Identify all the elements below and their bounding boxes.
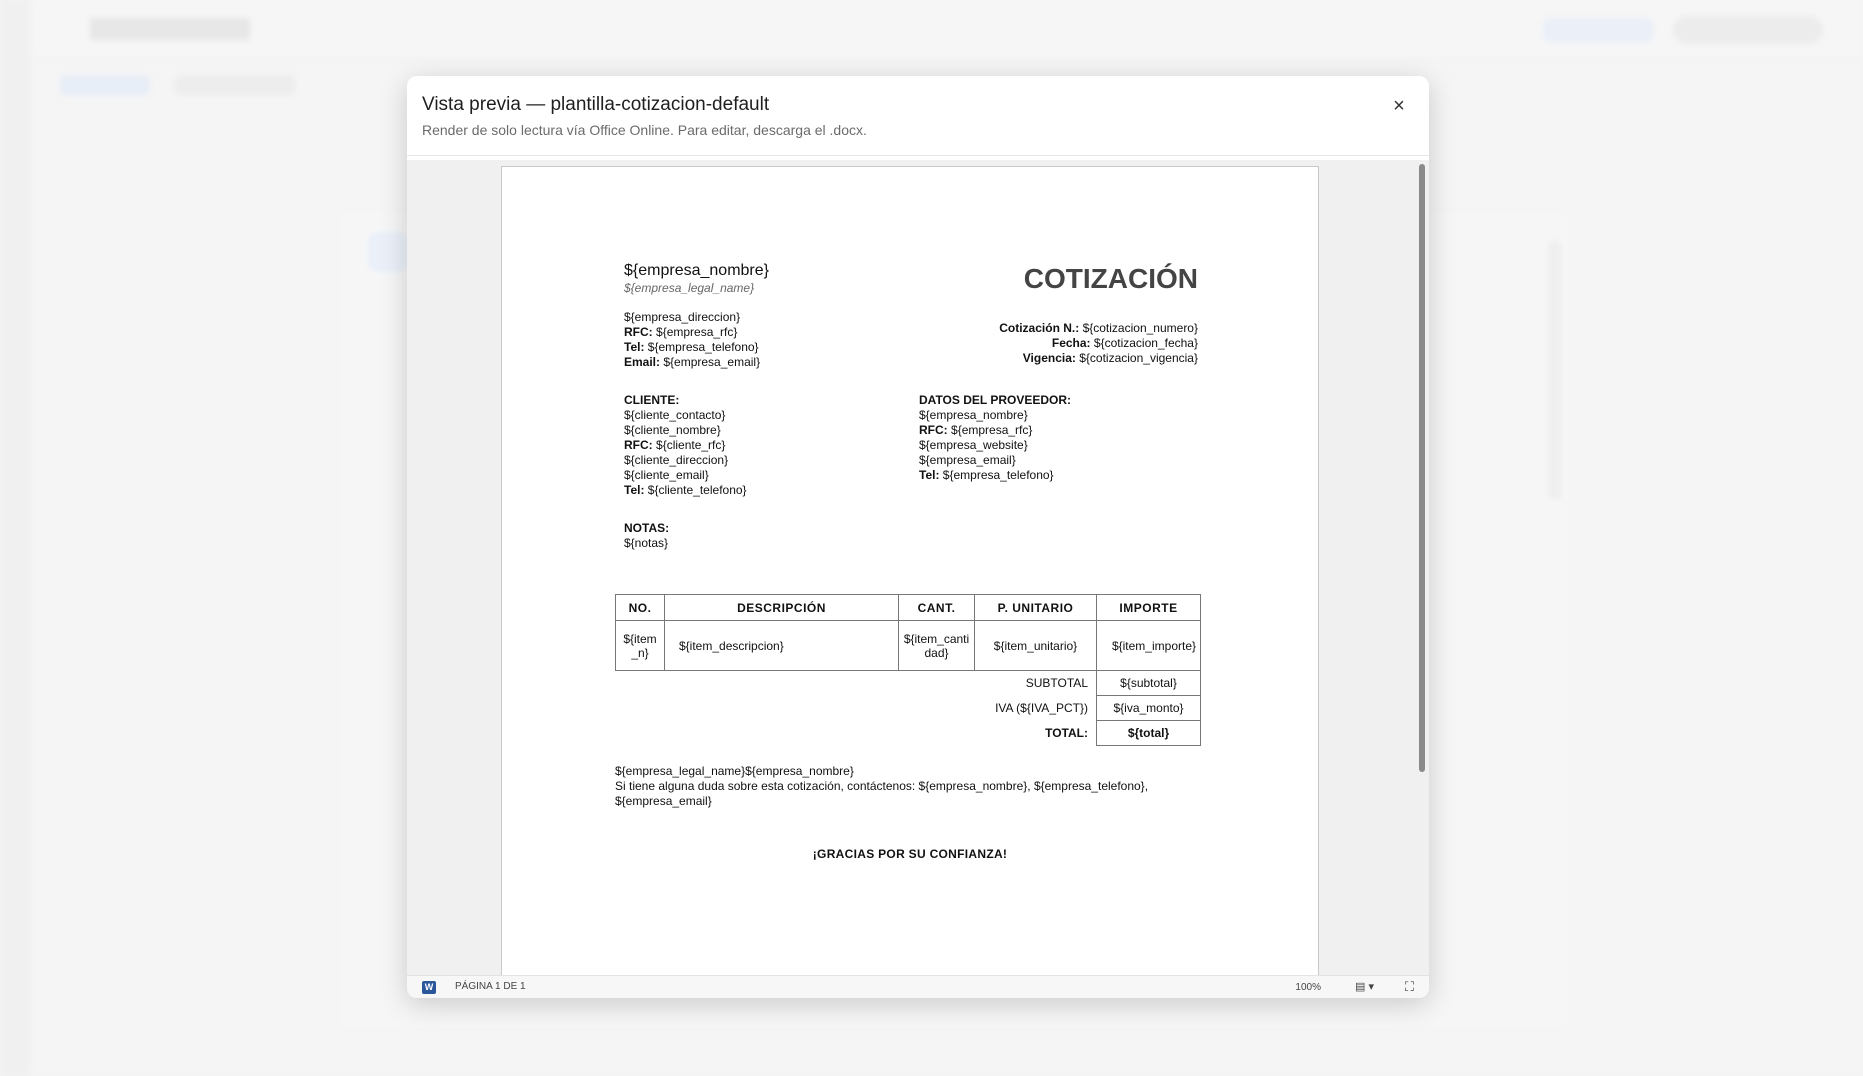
client-rfc-line	[624, 438, 904, 453]
provider-website: ${empresa_website}	[919, 438, 1028, 452]
cell-amount: ${item_importe}	[1097, 621, 1201, 671]
quote-validity-line	[999, 351, 1198, 366]
tel-label: Tel:	[624, 340, 645, 354]
document-footer	[615, 764, 1205, 809]
cell-description: ${item_descripcion}	[665, 621, 899, 671]
quote-number-label: Cotización N.:	[999, 321, 1080, 335]
provider-phone: ${empresa_telefono}	[942, 468, 1054, 482]
company-email: ${empresa_email}	[663, 355, 761, 369]
provider-block	[919, 393, 1199, 483]
table-header-row	[616, 595, 1201, 621]
col-header-amount: IMPORTE	[1097, 595, 1201, 621]
rfc-label: RFC:	[919, 423, 948, 437]
thank-you-message: ¡GRACIAS POR SU CONFIANZA!	[812, 847, 1008, 861]
quote-date: ${cotizacion_fecha}	[1093, 336, 1198, 350]
footer-line-contact: Si tiene alguna duda sobre esta cotización, contáctenos: ${empresa_nombre}, ${empresa_telefono}, ${empresa_email}	[615, 779, 1149, 808]
col-header-unit-price: P. UNITARIO	[975, 595, 1097, 621]
provider-tel-line	[919, 468, 1199, 483]
total-row	[616, 721, 1201, 746]
quote-date-label: Fecha:	[1051, 336, 1091, 350]
rfc-label: RFC:	[624, 438, 653, 452]
tax-label: IVA (${IVA_PCT})	[995, 701, 1088, 715]
client-contact: ${cliente_contacto}	[624, 408, 726, 422]
company-tel-line	[624, 340, 924, 355]
company-phone: ${empresa_telefono}	[647, 340, 759, 354]
company-email-line	[624, 355, 924, 370]
company-address: ${empresa_direccion}	[624, 310, 741, 324]
page-indicator: PÁGINA 1 DE 1	[455, 981, 526, 992]
provider-email: ${empresa_email}	[919, 453, 1016, 467]
client-name: ${cliente_nombre}	[624, 423, 721, 437]
modal-header	[407, 76, 1429, 156]
provider-rfc-line	[919, 423, 1199, 438]
tel-label: Tel:	[624, 483, 645, 497]
client-rfc: ${cliente_rfc}	[656, 438, 726, 452]
modal-title: Vista previa — plantilla-cotizacion-default	[422, 94, 770, 115]
client-email: ${cliente_email}	[624, 468, 709, 482]
quote-validity-label: Vigencia:	[1022, 351, 1076, 365]
notes-heading: NOTAS:	[624, 521, 670, 535]
tax-row	[616, 696, 1201, 721]
subtotal-label: SUBTOTAL	[1025, 676, 1088, 691]
provider-name: ${empresa_nombre}	[919, 408, 1028, 422]
quote-number: ${cotizacion_numero}	[1082, 321, 1198, 335]
document-page	[501, 166, 1319, 975]
document-viewer[interactable]	[407, 160, 1429, 975]
tax-value: ${iva_monto}	[1097, 696, 1201, 721]
notes-block	[624, 521, 904, 551]
company-legal-name: ${empresa_legal_name}	[624, 281, 755, 295]
cell-quantity: ${item_cantidad}	[899, 621, 975, 671]
modal-subtitle: Render de solo lectura vía Office Online. Para editar, descarga el .docx.	[422, 122, 867, 138]
fullscreen-icon[interactable]: ⛶	[1404, 979, 1414, 994]
items-table	[615, 594, 1201, 746]
cell-unit-price: ${item_unitario}	[975, 621, 1097, 671]
total-value: ${total}	[1097, 721, 1201, 746]
preview-modal	[407, 76, 1429, 998]
total-label: TOTAL:	[1045, 726, 1088, 740]
client-phone: ${cliente_telefono}	[647, 483, 747, 497]
subtotal-value: ${subtotal}	[1097, 671, 1201, 696]
page-layout-icon[interactable]: ▤ ▾	[1355, 981, 1374, 993]
cell-item-number: ${item_n}	[616, 621, 665, 671]
company-name: ${empresa_nombre}	[624, 262, 769, 279]
document-title: COTIZACIÓN	[1023, 263, 1198, 294]
provider-rfc: ${empresa_rfc}	[951, 423, 1033, 437]
quote-number-line	[999, 321, 1198, 336]
quote-date-line	[999, 336, 1198, 351]
client-block	[624, 393, 904, 498]
quote-meta	[999, 321, 1198, 366]
col-header-qty: CANT.	[899, 595, 975, 621]
tel-label: Tel:	[919, 468, 940, 482]
client-address: ${cliente_direccion}	[624, 453, 729, 467]
footer-line-company: ${empresa_legal_name}${empresa_nombre}	[615, 764, 854, 778]
quote-validity: ${cotizacion_vigencia}	[1079, 351, 1198, 365]
rfc-label: RFC:	[624, 325, 653, 339]
company-header	[624, 261, 924, 370]
viewer-status-bar	[407, 975, 1429, 998]
company-rfc-line	[624, 325, 924, 340]
client-heading: CLIENTE:	[624, 393, 680, 407]
col-header-no: NO.	[616, 595, 665, 621]
client-tel-line	[624, 483, 904, 498]
email-label: Email:	[624, 355, 661, 369]
provider-heading: DATOS DEL PROVEEDOR:	[919, 393, 1072, 407]
notes-value: ${notas}	[624, 536, 669, 550]
word-icon: W	[422, 981, 436, 994]
company-rfc: ${empresa_rfc}	[656, 325, 738, 339]
col-header-description: DESCRIPCIÓN	[665, 595, 899, 621]
zoom-level[interactable]: 100%	[1295, 982, 1321, 993]
subtotal-row	[616, 671, 1201, 696]
vertical-scrollbar[interactable]	[1419, 164, 1425, 772]
close-icon[interactable]: ×	[1393, 95, 1405, 117]
table-row	[616, 621, 1201, 671]
